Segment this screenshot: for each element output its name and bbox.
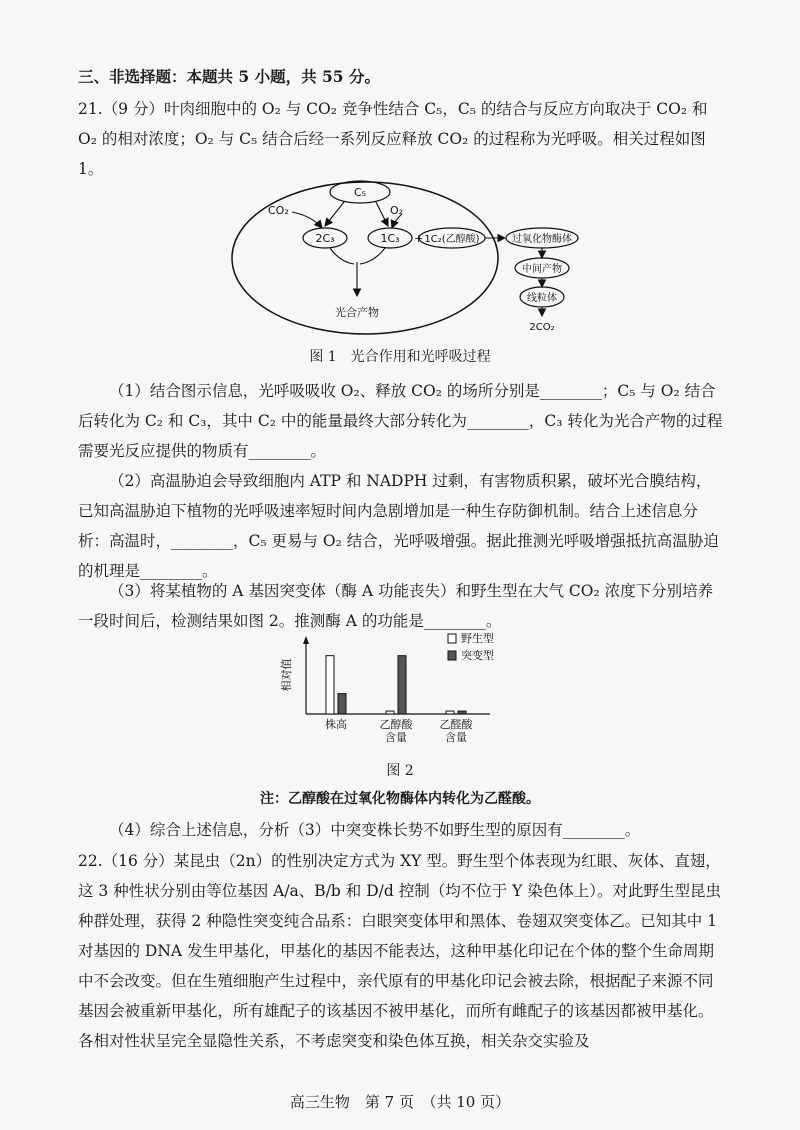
legend-label-1: 突变型: [461, 649, 494, 662]
svg-text:+: +: [414, 232, 424, 245]
o2-label: O₂: [390, 204, 404, 217]
legend-swatch-0: [448, 634, 456, 643]
q21-part-3: （3）将某植物的 A 基因突变体（酶 A 功能丧失）和野生型在大气 CO₂ 浓度下分别培养一段时间后，检测结果如图 2。推测酶 A 的功能是________。: [78, 582, 714, 630]
q21-part-2: （2）高温胁迫会导致细胞内 ATP 和 NADPH 过剩，有害物质积累，破坏光合膜结构，已知高温胁迫下植物的光呼吸速率短时间内急剧增加是一种生存防御机制。结合上述信息分析：高温时，________，C₅ 更易与 O₂ 结合，光呼吸增强。据此推测光呼吸增强抵抗高温胁迫的机理是________。: [78, 472, 719, 580]
page-footer: 高三生物 第 7 页 （共 10 页）: [289, 1093, 511, 1111]
svg-text:线粒体: 线粒体: [527, 293, 557, 304]
q21-part-1: （1）结合图示信息，光呼吸吸收 O₂、释放 CO₂ 的场所分别是________；C₅ 与 O₂ 结合后转化为 C₂ 和 C₃，其中 C₂ 中的能量最终大部分转化为________，C₃ 转化为光合产物的过程需要光反应提供的物质有________。: [78, 382, 723, 460]
figure-2-note: 注：乙醇酸在过氧化物酶体内转化为乙醛酸。: [260, 791, 540, 807]
category-label-1-0: 乙醇酸: [379, 718, 413, 731]
bar-wild-2: [446, 711, 454, 714]
q21-stem: 21.（9 分）叶肉细胞中的 O₂ 与 CO₂ 竞争性结合 C₅，C₅ 的结合与反应方向取决于 CO₂ 和 O₂ 的相对浓度；O₂ 与 C₅ 结合后经一系列反应释放 CO₂ 的过程称为光呼吸。相关过程如图 1。: [78, 100, 708, 178]
category-label-2-0: 乙醛酸: [439, 718, 473, 731]
figure-1-caption: 图 1 光合作用和光呼吸过程: [309, 349, 491, 365]
legend-label-0: 野生型: [461, 632, 494, 645]
bar-mutant-0: [338, 694, 346, 714]
section-heading: 三、非选择题：本题共 5 小题，共 55 分。: [78, 67, 380, 86]
category-label-1-1: 含量: [385, 731, 407, 744]
y-axis-label: 相对值: [280, 658, 293, 692]
figure-2-caption: 图 2: [386, 763, 414, 779]
y-axis-arrow: [303, 636, 309, 644]
bar-mutant-2: [458, 711, 466, 714]
figure-1-diagram: [230, 178, 610, 338]
legend-swatch-1: [448, 651, 456, 660]
svg-text:1C₂(乙醇酸): 1C₂(乙醇酸): [424, 234, 480, 245]
svg-text:中间产物: 中间产物: [522, 264, 562, 275]
co2-label: CO₂: [268, 204, 289, 217]
category-label-2-1: 含量: [445, 731, 467, 744]
category-label-0-0: 株高: [325, 718, 347, 731]
bar-mutant-1: [398, 656, 406, 714]
q21-part-4: （4）综合上述信息，分析（3）中突变株长势不如野生型的原因有________。: [109, 821, 641, 839]
svg-text:1C₃: 1C₃: [380, 232, 400, 245]
q22-text: 22.（16 分）某昆虫（2n）的性别决定方式为 XY 型。野生型个体表现为红眼、灰体、直翅，这 3 种性状分别由等位基因 A/a、B/b 和 D/d 控制（均不位于 Y 染色体上）。对此野生型昆虫种群处理，获得 2 种隐性突变纯合品系：白眼突变体甲和黑体、卷翅双突变体乙。已知其中 1 对基因的 DNA 发生甲基化，甲基化的基因不能表达，这种甲基化印记在个体的整个生命周期中不会改变。但在生殖细胞产生过程中，亲代原有的甲基化印记会被去除，根据配子来源不同基因会被重新甲基化，所有雄配子的该基因不被甲基化，而所有雌配子的该基因都被甲基化。各相对性状呈完全显隐性关系，不考虑突变和染色体互换，相关杂交实验及: [78, 852, 722, 1050]
figure-2-chart: [280, 630, 540, 754]
two-co2-label: 2CO₂: [529, 322, 555, 333]
photo-product-label: 光合产物: [335, 306, 379, 319]
bar-wild-0: [326, 656, 334, 714]
c5-label: C₅: [353, 186, 367, 199]
svg-text:过氧化物酶体: 过氧化物酶体: [512, 234, 572, 245]
svg-text:2C₃: 2C₃: [315, 232, 335, 245]
bar-wild-1: [386, 711, 394, 714]
